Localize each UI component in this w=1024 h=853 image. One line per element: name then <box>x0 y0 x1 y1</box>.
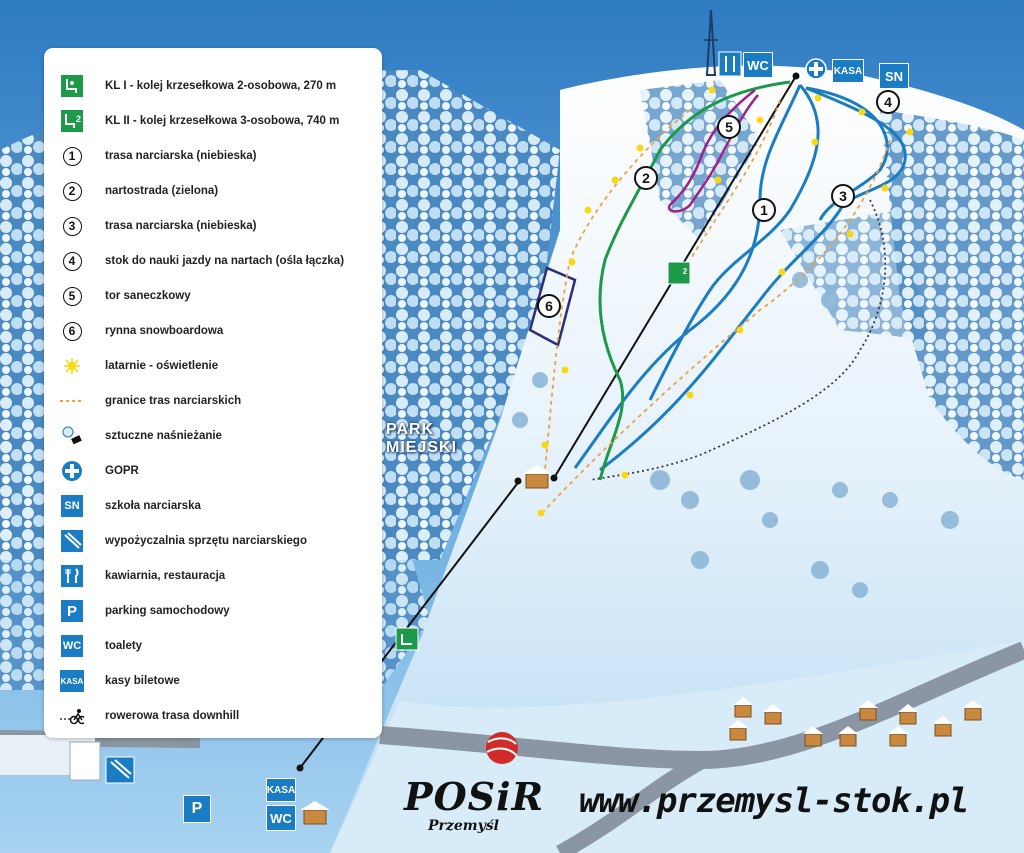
legend-row-ski-rental: wypożyczalnia sprzętu narciarskiego <box>60 527 378 555</box>
legend-row-chairlift-2: KL I - kolej krzesełkowa 2-osobowa, 270 m <box>60 72 378 100</box>
lamp-icon <box>60 354 84 378</box>
legend-row-lamps: latarnie - oświetlenie <box>60 352 378 380</box>
number-2-icon: 2 <box>63 182 82 201</box>
svg-text:2: 2 <box>76 114 82 124</box>
legend-row-gopr: GOPR <box>60 457 378 485</box>
snow-cannon-icon <box>60 424 84 448</box>
legend-row-piste-2: 2 nartostrada (zielona) <box>60 177 378 205</box>
legend-row-restaurant: kawiarnia, restauracja <box>60 562 378 590</box>
downhill-bike-icon <box>60 704 84 728</box>
parking-icon: P <box>61 600 83 622</box>
chairlift-2-icon <box>60 74 84 98</box>
website-url[interactable]: www.przemysl-stok.pl <box>579 781 969 821</box>
legend-row-ski-school: SN szkoła narciarska <box>60 492 378 520</box>
piste-number-4[interactable]: 4 <box>876 90 900 114</box>
bottom-kasa-badge[interactable]: KASA <box>266 778 296 802</box>
number-6-icon: 6 <box>63 322 82 341</box>
ski-school-icon: SN <box>61 495 83 517</box>
legend-row-piste-4: 4 stok do nauki jazdy na nartach (ośla łączka) <box>60 247 378 275</box>
bottom-parking-badge[interactable]: P <box>183 795 211 823</box>
piste-number-6[interactable]: 6 <box>537 294 561 318</box>
posir-logo-text: POSiR <box>404 774 545 819</box>
legend-row-luge: 5 tor saneczkowy <box>60 282 378 310</box>
park-label: PARK MIEJSKI <box>386 421 458 456</box>
legend-row-piste-1: 1 trasa narciarska (niebieska) <box>60 142 378 170</box>
number-4-icon: 4 <box>63 252 82 271</box>
boundary-line-icon <box>60 389 84 413</box>
chairlift-3-icon <box>60 109 84 133</box>
legend-row-piste-3: 3 trasa narciarska (niebieska) <box>60 212 378 240</box>
piste-number-3[interactable]: 3 <box>831 184 855 208</box>
top-kasa-badge[interactable]: KASA <box>832 59 864 83</box>
piste-number-1[interactable]: 1 <box>752 198 776 222</box>
legend-row-snowmaking: sztuczne naśnieżanie <box>60 422 378 450</box>
posir-logo-city: Przemyśl <box>428 818 499 834</box>
legend-row-downhill: rowerowa trasa downhill <box>60 702 378 730</box>
ticket-office-icon: KASA <box>60 670 84 692</box>
legend-row-parking: P parking samochodowy <box>60 597 378 625</box>
legend-row-toilets: WC toalety <box>60 632 378 660</box>
piste-number-2[interactable]: 2 <box>634 166 658 190</box>
legend-row-snowboard: 6 rynna snowboardowa <box>60 317 378 345</box>
base-hut <box>526 474 548 488</box>
legend-row-chairlift-3: 2 KL II - kolej krzesełkowa 3-osobowa, 740 m <box>60 107 378 135</box>
restaurant-map-icon <box>719 52 741 76</box>
legend-row-boundary: granice tras narciarskich <box>60 387 378 415</box>
piste-number-5[interactable]: 5 <box>717 115 741 139</box>
legend-row-tickets: KASA kasy biletowe <box>60 667 378 695</box>
top-sn-badge[interactable]: SN <box>879 63 909 89</box>
toilets-icon: WC <box>61 635 83 657</box>
chairlift-kl1-map-icon <box>396 628 418 650</box>
number-1-icon: 1 <box>63 147 82 166</box>
top-wc-badge[interactable]: WC <box>743 52 773 78</box>
ski-rental-icon <box>60 529 84 553</box>
legend-panel <box>44 48 382 738</box>
kl2-lift-number: 2 <box>682 266 688 276</box>
bottom-wc-badge[interactable]: WC <box>266 805 296 831</box>
number-5-icon: 5 <box>63 287 82 306</box>
restaurant-icon <box>60 564 84 588</box>
number-3-icon: 3 <box>63 217 82 236</box>
gopr-cross-icon <box>60 459 84 483</box>
